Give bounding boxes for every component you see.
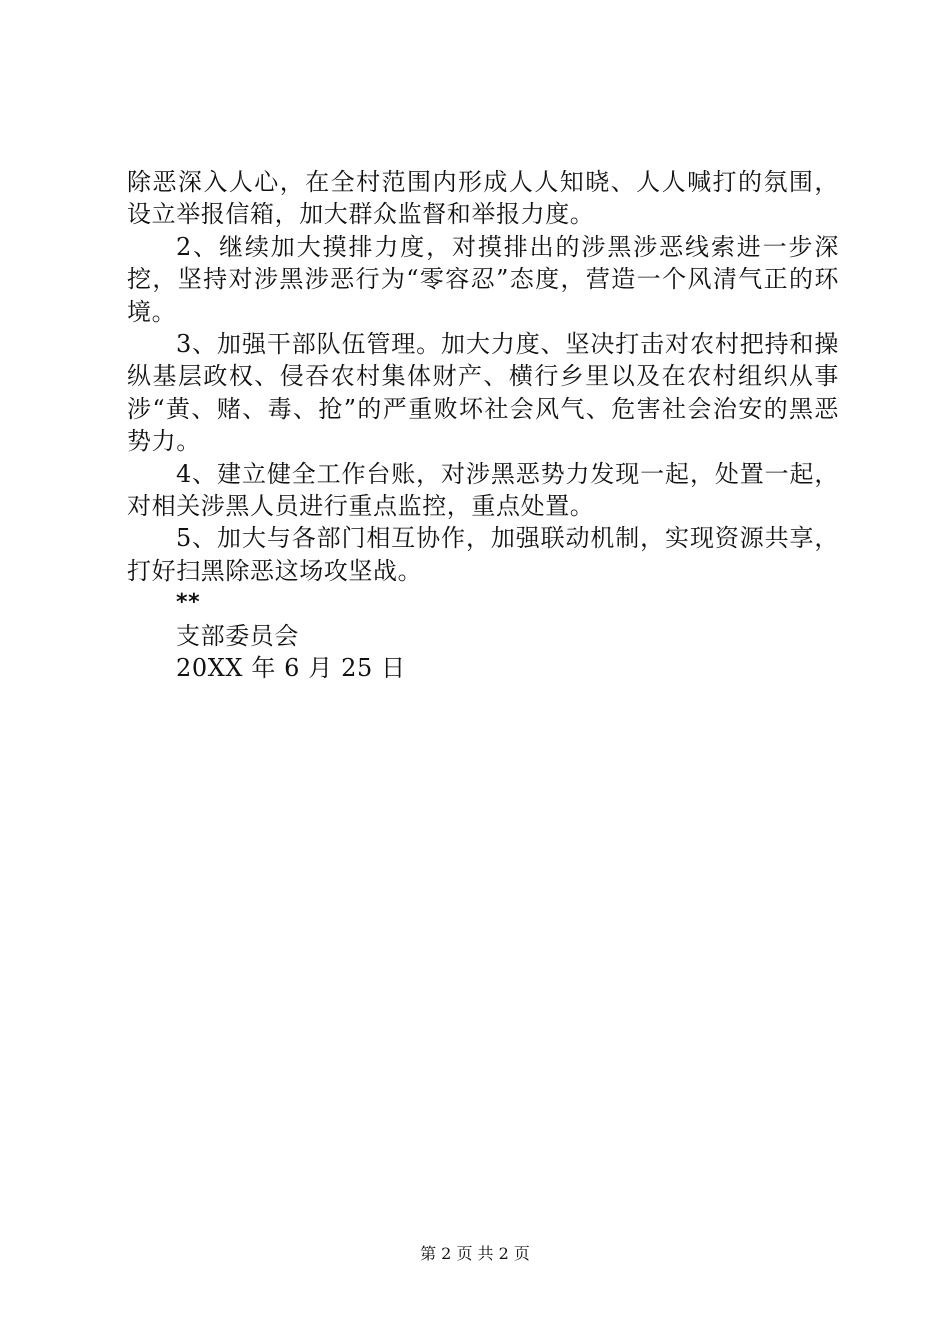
paragraph-5: 5、加大与各部门相互协作，加强联动机制，实现资源共享，打好扫黑除恶这场攻坚战。 — [127, 524, 839, 585]
signature-date: 20XX 年 6 月 25 日 — [176, 654, 406, 683]
signature-placeholder: ** — [176, 590, 201, 616]
paragraph-1: 除恶深入人心，在全村范围内形成人人知晓、人人喊打的氛围，设立举报信箱，加大群众监督和举报力度。 — [127, 168, 839, 229]
paragraph-2: 2、继续加大摸排力度，对摸排出的涉黑涉恶线索进一步深挖，坚持对涉黑涉恶行为“零容忍”态度，营造一个风清气正的环境。 — [127, 232, 839, 326]
page-number-footer: 第 2 页 共 2 页 — [420, 1244, 530, 1263]
signature-org: 支部委员会 — [176, 621, 299, 650]
paragraph-4: 4、建立健全工作台账，对涉黑恶势力发现一起，处置一起，对相关涉黑人员进行重点监控，重点处置。 — [127, 459, 839, 521]
document-body — [127, 166, 839, 685]
paragraph-3: 3、加强干部队伍管理。加大力度、坚决打击对农村把持和操纵基层政权、侵吞农村集体财产、横行乡里以及在农村组织从事涉“黄、赌、毒、抢”的严重败坏社会风气、危害社会治安的黑恶势力。 — [127, 330, 839, 456]
